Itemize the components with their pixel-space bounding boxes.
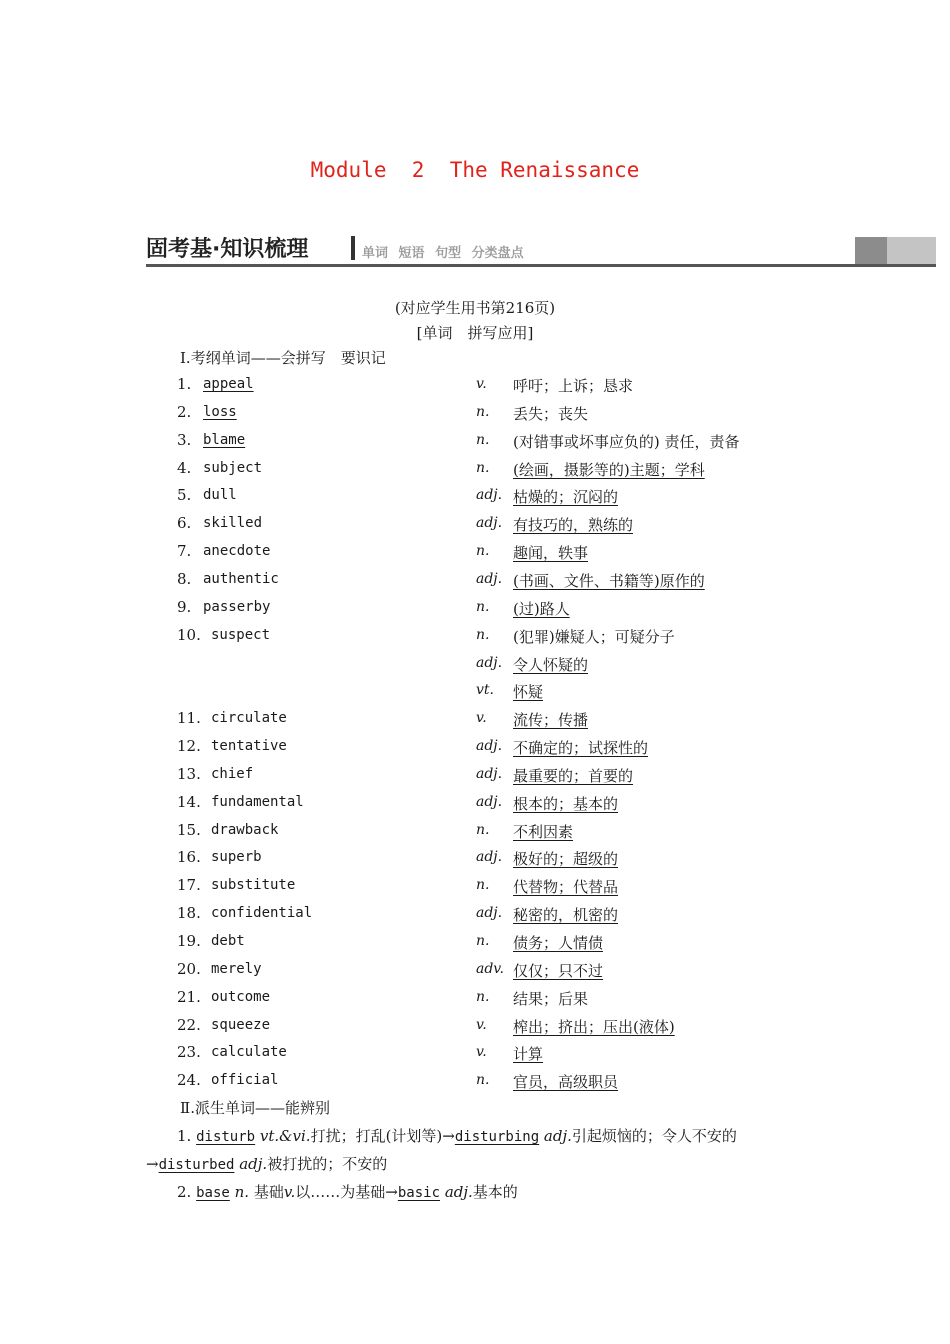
part-of-speech: adj. <box>476 905 503 921</box>
vocab-meaning: 枯燥的；沉闷的 <box>513 488 619 506</box>
banner-decor-dark <box>855 237 887 264</box>
part-of-speech: adj. <box>476 515 503 531</box>
vocab-word: merely <box>211 961 262 977</box>
meaning: 以……为基础→ <box>295 1183 398 1201</box>
banner-tab: 短语 <box>398 246 425 261</box>
part-of-speech: v. <box>476 710 487 726</box>
part-of-speech: adj. <box>476 849 503 865</box>
banner-tab: 句型 <box>435 246 462 261</box>
part-of-speech: vt.&vi. <box>259 1127 311 1145</box>
part-of-speech: n. <box>476 627 490 643</box>
meaning: 打扰；打乱(计划等)→ <box>310 1127 455 1145</box>
vocab-word: skilled <box>203 515 263 531</box>
word: base <box>196 1185 230 1201</box>
vocab-meaning: 不确定的；试探性的 <box>513 739 649 757</box>
banner-heading: 固考基·知识梳理 <box>146 237 309 262</box>
vocab-word: tentative <box>211 738 287 754</box>
meaning: 被打扰的；不安的 <box>267 1155 388 1173</box>
item-number: 24. <box>177 1071 201 1089</box>
item-number: 22. <box>177 1016 201 1034</box>
item-number: 7. <box>177 542 192 560</box>
vocab-meaning: 官员，高级职员 <box>513 1073 619 1091</box>
vocab-meaning: 呼吁；上诉；恳求 <box>513 377 634 395</box>
item-number: 9. <box>177 598 192 616</box>
vocab-word: official <box>211 1072 279 1088</box>
vocab-meaning: (对错事或坏事应负的) 责任，责备 <box>513 433 740 451</box>
item-number: 11. <box>177 709 201 727</box>
banner-rule <box>146 264 936 267</box>
item-number: 19. <box>177 932 201 950</box>
vocab-meaning: 趣闻，轶事 <box>513 544 589 562</box>
meaning: 基本的 <box>472 1183 518 1201</box>
item-number: 3. <box>177 431 192 449</box>
vocab-word: subject <box>203 460 263 476</box>
vocab-meaning: (绘画，摄影等的)主题；学科 <box>513 461 705 479</box>
vocab-meaning: 怀疑 <box>513 683 544 701</box>
part2-heading: Ⅱ.派生单词——能辨别 <box>180 1099 330 1117</box>
item-number: 1. <box>177 375 192 393</box>
vocab-word: suspect <box>211 627 271 643</box>
vocab-meaning: 不利因素 <box>513 823 574 841</box>
vocab-meaning: 最重要的；首要的 <box>513 767 634 785</box>
vocab-meaning: 榨出；挤出；压出(液体) <box>513 1018 675 1036</box>
vocab-meaning: 仅仅；只不过 <box>513 962 604 980</box>
derived-item-1 <box>177 1125 737 1146</box>
banner-tab: 分类盘点 <box>471 246 524 261</box>
item-number: 20. <box>177 960 201 978</box>
item-number: 10. <box>177 626 201 644</box>
banner-divider <box>351 236 355 260</box>
vocab-meaning: (书画、文件、书籍等)原作的 <box>513 572 705 590</box>
vocab-word: anecdote <box>203 543 271 559</box>
vocab-word: loss <box>203 404 237 420</box>
part-of-speech: v. <box>476 1044 487 1060</box>
item-number: 5. <box>177 486 192 504</box>
vocab-word: substitute <box>211 877 296 893</box>
derived-item-1-cont <box>146 1153 387 1174</box>
vocab-meaning: 计算 <box>513 1045 544 1063</box>
item-number: 16. <box>177 848 201 866</box>
vocab-meaning: 代替物；代替品 <box>513 878 619 896</box>
item-number: 6. <box>177 514 192 532</box>
vocab-word: outcome <box>211 989 271 1005</box>
vocab-meaning: 有技巧的，熟练的 <box>513 516 634 534</box>
vocab-meaning: 结果；后果 <box>513 990 589 1008</box>
derived-item-2 <box>177 1181 518 1202</box>
item-number: 4. <box>177 459 192 477</box>
item-number: 14. <box>177 793 201 811</box>
vocab-word: dull <box>203 487 237 503</box>
part-of-speech: n. <box>476 877 490 893</box>
vocab-meaning: 极好的；超级的 <box>513 850 619 868</box>
part-of-speech: vt. <box>476 682 494 698</box>
part-of-speech: n. <box>476 989 490 1005</box>
item-number: 17. <box>177 876 201 894</box>
part-of-speech: v. <box>476 376 487 392</box>
part-of-speech: n. <box>476 432 490 448</box>
part-of-speech: adj. <box>476 794 503 810</box>
vocab-meaning: 秘密的，机密的 <box>513 906 619 924</box>
vocab-meaning: 丢失；丧失 <box>513 405 589 423</box>
part-of-speech: adj. <box>476 766 503 782</box>
vocab-meaning: (犯罪)嫌疑人；可疑分子 <box>513 628 675 646</box>
part-of-speech: n. <box>476 543 490 559</box>
part-of-speech: n. <box>476 822 490 838</box>
item-number: 1. <box>177 1127 192 1145</box>
section-label: [单词 拼写应用] <box>416 324 534 342</box>
vocab-word: fundamental <box>211 794 304 810</box>
vocab-meaning: 流传；传播 <box>513 711 589 729</box>
meaning: 基础 <box>253 1183 284 1201</box>
part-of-speech: adj. <box>444 1183 473 1201</box>
vocab-word: superb <box>211 849 262 865</box>
word: disturbed <box>158 1157 235 1173</box>
arrow: → <box>146 1155 159 1173</box>
item-number: 2. <box>177 403 192 421</box>
section-banner <box>146 232 936 268</box>
banner-decor-light <box>887 237 936 264</box>
vocab-word: authentic <box>203 571 279 587</box>
item-number: 2. <box>177 1183 192 1201</box>
part-of-speech: adj. <box>476 487 503 503</box>
vocab-word: drawback <box>211 822 279 838</box>
part-of-speech: adj. <box>476 655 503 671</box>
item-number: 12. <box>177 737 201 755</box>
part-of-speech: v. <box>283 1183 296 1201</box>
item-number: 23. <box>177 1043 201 1061</box>
part-of-speech: n. <box>476 599 490 615</box>
meaning: 引起烦恼的；令人不安的 <box>571 1127 737 1145</box>
part-of-speech: adj. <box>476 738 503 754</box>
vocab-word: passerby <box>203 599 271 615</box>
word: disturbing <box>454 1129 540 1145</box>
part-of-speech: adv. <box>476 961 505 977</box>
banner-tabs <box>362 242 524 261</box>
word: basic <box>397 1185 441 1201</box>
module-title: Module 2 The Renaissance <box>310 158 640 182</box>
banner-tab: 单词 <box>362 246 389 261</box>
word: disturb <box>196 1129 256 1145</box>
vocab-word: chief <box>211 766 254 782</box>
vocab-word: blame <box>203 432 246 448</box>
part-of-speech: adj. <box>543 1127 572 1145</box>
vocab-word: squeeze <box>211 1017 271 1033</box>
vocab-word: circulate <box>211 710 287 726</box>
part-of-speech: n. <box>476 460 490 476</box>
vocab-word: appeal <box>203 376 254 392</box>
vocab-meaning: 债务；人情债 <box>513 934 604 952</box>
item-number: 15. <box>177 821 201 839</box>
part1-heading: Ⅰ.考纲单词——会拼写 要识记 <box>180 349 386 367</box>
item-number: 18. <box>177 904 201 922</box>
item-number: 21. <box>177 988 201 1006</box>
vocab-meaning: 根本的；基本的 <box>513 795 619 813</box>
vocab-meaning: (过)路人 <box>513 600 570 618</box>
part-of-speech: adj. <box>476 571 503 587</box>
vocab-meaning: 令人怀疑的 <box>513 656 589 674</box>
vocab-word: calculate <box>211 1044 287 1060</box>
part-of-speech: n. <box>476 933 490 949</box>
part-of-speech: adj. <box>239 1155 268 1173</box>
part-of-speech: v. <box>476 1017 487 1033</box>
vocab-word: confidential <box>211 905 313 921</box>
item-number: 8. <box>177 570 192 588</box>
part-of-speech: n. <box>476 404 490 420</box>
page-reference: (对应学生用书第216页) <box>394 299 556 317</box>
vocab-word: debt <box>211 933 245 949</box>
part-of-speech: n. <box>476 1072 490 1088</box>
part-of-speech: n. <box>234 1183 250 1201</box>
item-number: 13. <box>177 765 201 783</box>
